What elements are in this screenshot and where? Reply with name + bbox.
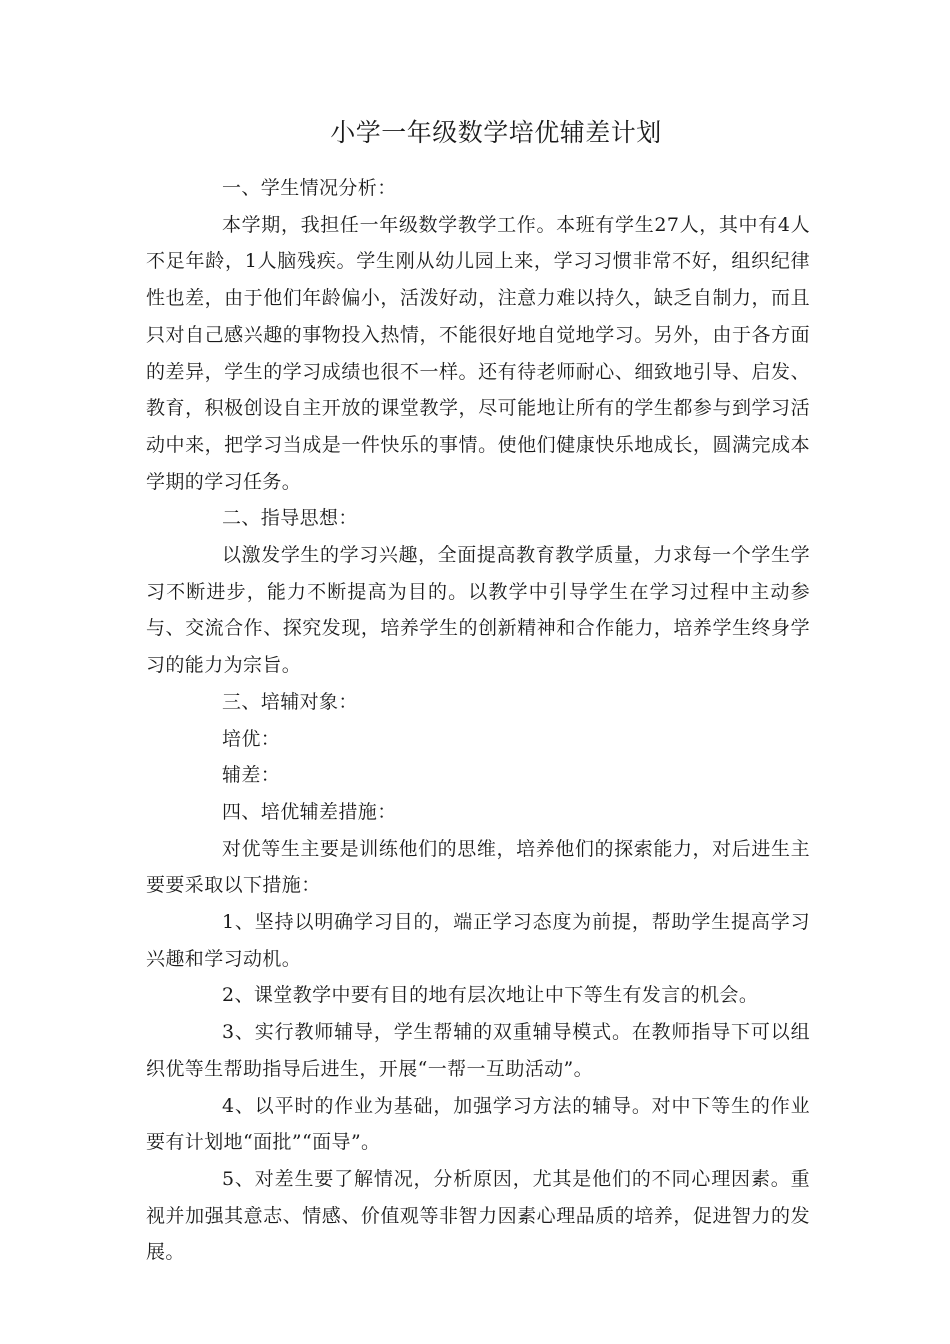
section4-measure-2: 2、课堂教学中要有目的地有层次地让中下等生有发言的机会。 bbox=[222, 984, 759, 1007]
section4-measure-5: 5、对差生要了解情况，分析原因，尤其是他们的不同心理因素。重视并加强其意志、情感、价值观等非智力因素心理品质的培养，促进智力的发展。 bbox=[146, 1167, 810, 1264]
section4-measure-4: 4、以平时的作业为基础，加强学习方法的辅导。对中下等生的作业要有计划地“面批”“面导”。 bbox=[146, 1094, 810, 1154]
section1-paragraph: 本学期，我担任一年级数学教学工作。本班有学生27人，其中有4人不足年龄，1人脑残疾。学生刚从幼儿园上来，学习习惯非常不好，组织纪律性也差，由于他们年龄偏小，活泼好动，注意力难以持久，缺乏自制力，而且只对自己感兴趣的事物投入热情，不能很好地自觉地学习。另外，由于各方面的差异，学生的学习成绩也很不一样。还有待老师耐心、细致地引导、启发、教育，积极创设自主开放的课堂教学，尽可能地让所有的学生都参与到学习活动中来，把学习当成是一件快乐的事情。使他们健康快乐地成长，圆满完成本学期的学习任务。 bbox=[146, 213, 810, 493]
section3-item-top-students: 培优： bbox=[222, 727, 281, 750]
section3-item-struggling-students: 辅差： bbox=[222, 764, 281, 787]
section3-heading: 三、培辅对象： bbox=[222, 690, 358, 713]
section2-paragraph: 以激发学生的学习兴趣，全面提高教育教学质量，力求每一个学生学习不断进步，能力不断提高为目的。以教学中引导学生在学习过程中主动参与、交流合作、探究发现，培养学生的创新精神和合作能力，培养学生终身学习的能力为宗旨。 bbox=[146, 544, 810, 677]
section4-measure-1: 1、坚持以明确学习目的，端正学习态度为前提，帮助学生提高学习兴趣和学习动机。 bbox=[146, 911, 810, 970]
section1-heading: 一、学生情况分析： bbox=[222, 177, 397, 199]
document-page bbox=[146, 108, 810, 1271]
section4-intro: 对优等生主要是训练他们的思维，培养他们的探索能力，对后进生主要要采取以下措施： bbox=[146, 837, 810, 897]
document-title: 小学一年级数学培优辅差计划 bbox=[330, 118, 662, 147]
section4-measure-3: 3、实行教师辅导，学生帮辅的双重辅导模式。在教师指导下可以组织优等生帮助指导后进生，开展“一帮一互助活动”。 bbox=[146, 1021, 810, 1080]
section4-heading: 四、培优辅差措施： bbox=[222, 800, 397, 823]
section2-heading: 二、指导思想： bbox=[222, 507, 358, 530]
